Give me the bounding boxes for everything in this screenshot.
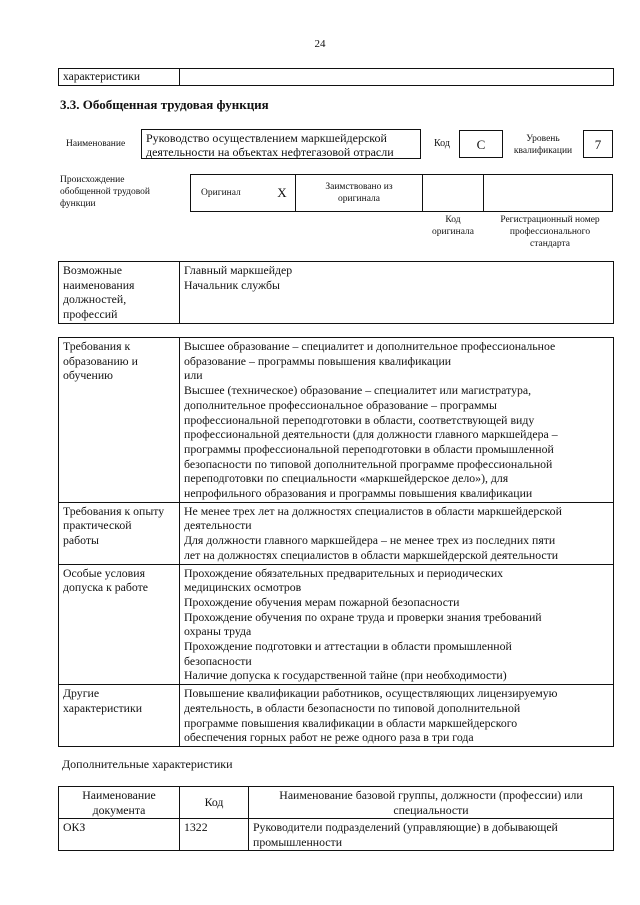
requirement-line: Прохождение обязательных предварительных и периодических <box>184 565 504 580</box>
header-name-line: Наименование базовой группы, должности (профессии) или <box>279 788 583 802</box>
requirement-label-line: Особые условия <box>63 565 145 580</box>
requirement-line: безопасности по типовой дополнительной программе профессиональной <box>184 456 553 471</box>
requirement-label <box>59 564 180 685</box>
origin-code-caption-line: оригинала <box>432 227 474 237</box>
function-code-label: Код <box>434 138 450 149</box>
borrowed-label-line: оригинала <box>338 194 380 204</box>
origin-label-line: Происхождение <box>60 175 125 185</box>
requirement-line: или <box>184 368 203 383</box>
position-item: Главный маркшейдер <box>184 263 293 277</box>
requirements-row-other <box>59 685 614 747</box>
requirement-line: деятельность, в области безопасности по типовой дополнительной <box>184 700 521 715</box>
table-header-row <box>59 787 614 819</box>
requirement-line: Прохождение подготовки и аттестации в области промышленной <box>184 639 512 654</box>
header-document-line: документа <box>92 802 146 817</box>
positions-label-line: должностей, <box>63 292 127 307</box>
qualification-level-value: 7 <box>583 130 613 158</box>
positions-table <box>58 261 614 324</box>
requirements-row-experience <box>59 502 614 564</box>
requirements-row-education <box>59 338 614 503</box>
row-code: 1322 <box>180 819 249 851</box>
requirement-label <box>59 685 180 747</box>
requirement-label-line: образованию и <box>63 353 138 368</box>
positions-values <box>180 262 614 324</box>
origin-label-line: обобщенной трудовой <box>60 187 150 197</box>
function-code-value: C <box>459 130 503 158</box>
row-name-line: Руководители подразделений (управляющие) в добывающей <box>253 820 558 834</box>
requirement-label-line: обучению <box>63 368 113 383</box>
origin-label <box>60 174 185 210</box>
requirement-label-line: работы <box>63 533 99 548</box>
requirement-label-line: практической <box>63 518 132 533</box>
requirement-line: лет на должностях специалистов в области маркшейдерской деятельности <box>184 547 559 562</box>
registration-number-cell <box>484 175 613 212</box>
header-name-line: специальности <box>393 802 469 817</box>
requirement-label <box>59 338 180 503</box>
header-code: Код <box>180 787 249 819</box>
requirement-text <box>180 685 614 747</box>
requirement-text <box>180 502 614 564</box>
row-name-line: промышленности <box>253 834 343 849</box>
requirement-label-line: Требования к <box>63 339 131 353</box>
requirement-line: программы профессиональной переподготовки в области промышленной <box>184 441 554 456</box>
reg-caption-line: профессионального <box>509 227 591 237</box>
previous-table-tail <box>58 68 614 86</box>
borrowed-label <box>296 175 423 212</box>
requirements-row-admission <box>59 564 614 685</box>
requirement-label-line: Требования к опыту <box>63 503 165 518</box>
requirement-label-line: Другие <box>63 686 100 701</box>
positions-label-line: Возможные <box>63 263 122 277</box>
origin-code-caption <box>418 214 488 238</box>
qualification-level-label <box>506 133 580 157</box>
requirement-line: профессиональной деятельности (для должности главного маркшейдера – <box>184 427 558 442</box>
origin-code-caption-line: Код <box>445 215 461 225</box>
requirement-line: Прохождение обучения мерам пожарной безопасности <box>184 594 460 609</box>
requirement-line: переподготовки по специальности «маркшейдерское дело»), для <box>184 471 509 486</box>
level-label-line: Уровень <box>526 134 560 144</box>
requirement-line: Прохождение обучения по охране труда и проверки знания требований <box>184 609 542 624</box>
reg-caption-line: стандарта <box>530 239 570 249</box>
requirement-line: программе повышения квалификации в области маркшейдерского <box>184 715 518 730</box>
extra-characteristics-title: Дополнительные характеристики <box>62 757 233 771</box>
requirement-line: Наличие допуска к государственной тайне (при необходимости) <box>184 668 507 683</box>
row-document: ОКЗ <box>59 819 180 851</box>
requirement-line: медицинских осмотров <box>184 580 302 595</box>
positions-label <box>59 262 180 324</box>
requirement-label <box>59 502 180 564</box>
requirements-table <box>58 337 614 747</box>
requirement-line: Высшее образование – специалитет и дополнительное профессиональное <box>184 339 556 353</box>
registration-number-caption <box>486 214 614 250</box>
original-label: Оригинал <box>191 175 270 212</box>
borrowed-label-line: Заимствовано из <box>325 182 393 192</box>
requirement-line: безопасности <box>184 653 252 668</box>
page-number: 24 <box>314 38 326 50</box>
position-item: Начальник службы <box>184 277 280 292</box>
header-document <box>59 787 180 819</box>
original-mark: X <box>269 175 296 212</box>
requirement-label-line: допуска к работе <box>63 580 149 595</box>
requirement-line: Не менее трех лет на должностях специалистов в области маркшейдерской <box>184 503 562 518</box>
level-label-line: квалификации <box>513 146 573 156</box>
requirement-text <box>180 338 614 503</box>
reg-caption-line: Регистрационный номер <box>500 215 600 225</box>
requirement-line: деятельности <box>184 518 252 533</box>
header-name <box>249 787 614 819</box>
table-row <box>59 819 614 851</box>
requirement-line: Для должности главного маркшейдера – не менее трех из последних пяти <box>184 533 556 548</box>
origin-label-line: функции <box>60 199 96 209</box>
origin-code-cell <box>423 175 484 212</box>
extra-characteristics-table <box>58 786 614 851</box>
function-name-value <box>141 129 421 159</box>
requirement-line: Повышение квалификации работников, осуществляющих лицензируемую <box>184 686 558 701</box>
requirement-line: Высшее (техническое) образование – специалитет или магистратура, <box>184 383 532 398</box>
positions-label-line: профессий <box>63 307 118 322</box>
requirement-line: непрофильного образования и программы повышения квалификации <box>184 486 533 501</box>
prev-row-label: характеристики <box>59 69 180 86</box>
positions-label-line: наименования <box>63 277 135 292</box>
function-name-line: Руководство осуществлением маркшейдерской <box>146 131 387 145</box>
row-name <box>249 819 614 851</box>
prev-row-value <box>180 69 614 86</box>
requirement-line: образование – программы повышения квалификации <box>184 353 452 368</box>
function-name-label: Наименование <box>66 139 126 149</box>
requirement-line: профессиональной переподготовки в области, соответствующей виду <box>184 412 535 427</box>
requirement-line: дополнительное профессиональное образование – программы <box>184 397 497 412</box>
section-title: 3.3. Обобщенная трудовая функция <box>60 97 269 112</box>
requirement-text <box>180 564 614 685</box>
requirement-label-line: характеристики <box>63 700 143 715</box>
origin-table <box>190 174 613 212</box>
requirement-line: охраны труда <box>184 624 252 639</box>
requirement-line: обеспечения горных работ не реже одного раза в три года <box>184 730 474 745</box>
header-document-line: Наименование <box>82 788 156 802</box>
function-name-line: деятельности на объектах нефтегазовой отрасли <box>146 145 394 159</box>
